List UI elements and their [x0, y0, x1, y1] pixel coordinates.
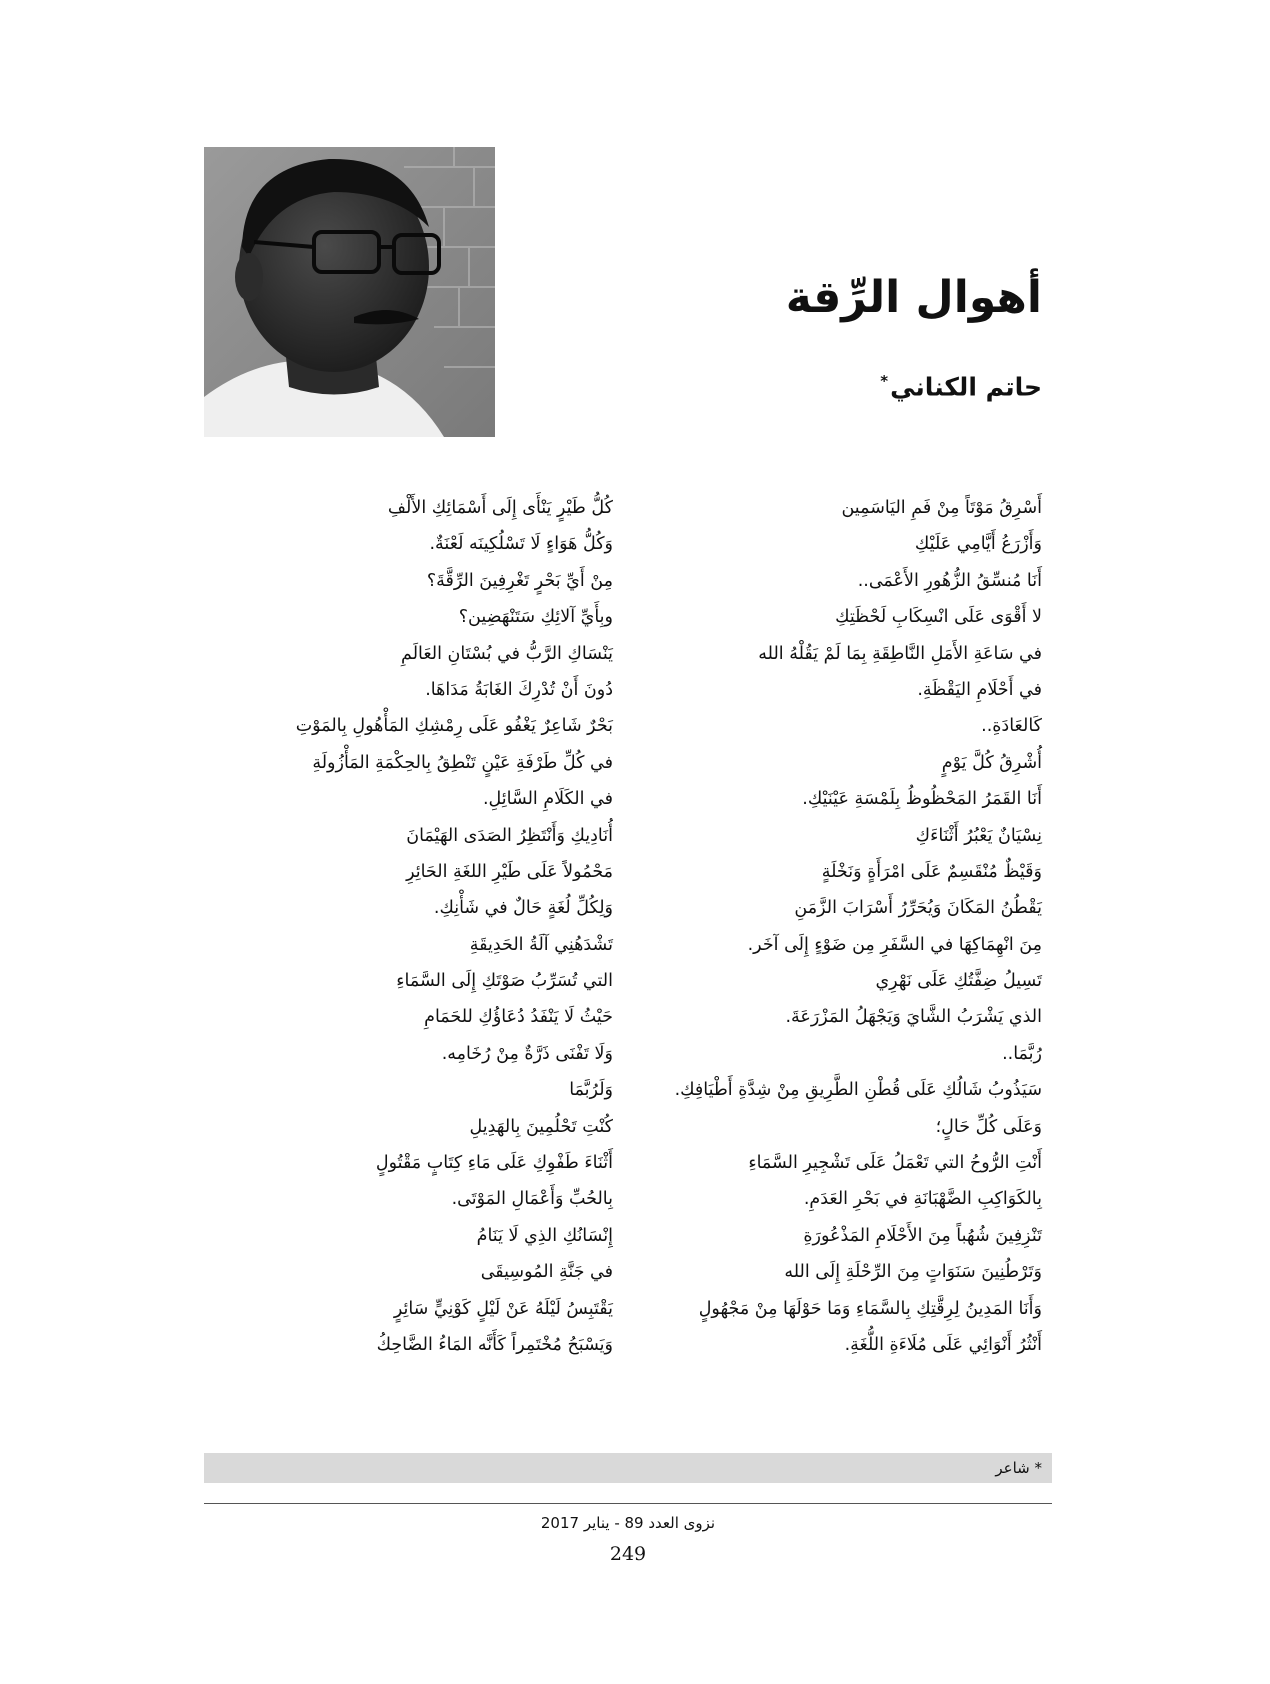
poem-line: وَلِكُلِّ لُغَةٍ حَالٌ في شَأْنِكِ. — [433, 898, 613, 919]
poem-line: بَحْرٌ شَاعِرٌ يَغْفُو عَلَى رِمْشِكِ المَأْهُولِ بِالمَوْتِ — [295, 716, 613, 737]
footer-divider — [204, 1503, 1052, 1504]
page-title: أهوال الرِّقة — [785, 272, 1042, 323]
poem-line: أَنْتِ الرُّوحُ التي تَعْمَلُ عَلَى تَشْجِيرِ السَّمَاءِ — [748, 1153, 1042, 1174]
poem-line: بِالحُبِّ وَأَعْمَالِ المَوْتَى. — [451, 1189, 613, 1210]
poem-line: وَقَيْظٌ مُنْقَسِمٌ عَلَى امْرَأَةٍ وَنَخْلَةٍ — [821, 861, 1042, 882]
poem-line: الذي يَشْرَبُ الشَّايَ وَيَجْهَلُ المَزْرَعَةَ. — [785, 1007, 1042, 1028]
poem-line: بِالكَوَاكِبِ الضَّهْبَانَةِ في بَحْرِ العَدَمِ. — [803, 1189, 1042, 1210]
poem-line: في أَحْلَامِ اليَقْظَةِ. — [917, 679, 1042, 700]
poem-line: أُنَادِيكِ وَأَنْتَظِرُ الصَدَى الهَيْمَانَ — [406, 825, 613, 846]
poem-line: في الكَلَامِ السَّائِلِ. — [482, 789, 613, 810]
poem-line: كُلُّ طَيْرٍ يَنْأَى إِلَى أَسْمَائِكِ الأَلْفِ — [387, 498, 613, 518]
poem-line: نِسْيَانٌ يَعْبُرُ أَثْنَاءَكِ — [915, 825, 1042, 846]
poem-line: وَأَزْرَعُ أَيَّامِي عَلَيْكِ — [914, 534, 1042, 555]
poem-line: تَنْزِفِينَ شُهُباً مِنَ الأَحْلَامِ المَذْعُورَةِ — [803, 1225, 1042, 1246]
poem-line: في كُلِّ طَرْفَةِ عَيْنٍ تَنْطِقُ بِالحِكْمَةِ المَأْزُولَةِ — [312, 752, 613, 773]
page-number: 249 — [609, 1543, 647, 1565]
poem-line: مِنَ انْهِمَاكِهَا في السَّفَرِ مِن ضَوْءٍ إِلَى آخَر. — [747, 934, 1042, 955]
poem-line: كَالعَادَةِ.. — [981, 716, 1042, 737]
poem-line: تَشْدَهُنِي آلَةُ الحَدِيقَةِ — [469, 934, 613, 955]
poem-line: أُشْرِقُ كُلَّ يَوْمٍ — [941, 752, 1042, 773]
poem-line: التي تُسَرِّبُ صَوْتَكِ إِلَى السَّمَاءِ — [396, 971, 613, 992]
author-name-line — [542, 363, 1042, 405]
poem-line: يَقْطُنُ المَكَانَ وَيُحَرِّرُ أَسْرَابَ الزَّمَنِ — [794, 898, 1042, 919]
poem-line: أَنَا القَمَرُ المَحْظُوظُ بِلَمْسَةِ عَيْنَيْكِ. — [802, 789, 1042, 810]
poem-line: وَعَلَى كُلِّ حَالٍ؛ — [935, 1116, 1042, 1137]
poem-line: سَيَذُوبُ شَالُكِ عَلَى قُطْنِ الطَّرِيقِ مِنْ شِدَّةِ أَطْيَافِكِ. — [674, 1080, 1042, 1101]
footnote: * شاعر — [204, 1453, 1052, 1483]
poem-line: وبِأَيِّ آلائِكِ سَتَنْهَضِين؟ — [458, 607, 613, 628]
poem-line: يَنْسَاكِ الرَّبُّ في بُسْتَانِ العَالَمِ — [401, 643, 613, 664]
poem-line: أَنَا مُنسِّقُ الزُّهُورِ الأَعْمَى.. — [857, 570, 1042, 591]
poem-line: رُبَّمَا.. — [1002, 1043, 1042, 1064]
poem-line: مَحْمُولاً عَلَى طَيْرِ اللغَةِ الحَائِرِ — [406, 861, 613, 882]
poem-line: مِنْ أَيِّ بَحْرٍ تَغْرِفِينَ الرِّقَّةَ؟ — [426, 570, 613, 591]
poem-line: وَكُلُّ هَوَاءٍ لَا تَسْلُكِينَه لَعْنَةٌ. — [429, 534, 613, 555]
poem-line: وَلَرُبَّمَا — [569, 1080, 613, 1101]
issue-info: نزوى العدد 89 - يناير 2017 — [540, 1514, 716, 1532]
poem-line: في سَاعَةِ الأَمَلِ النَّاطِقَةِ بِمَا لَمْ يَقُلْهُ الله — [758, 643, 1042, 664]
poem-line: أَنْثُرُ أَنْوَائِي عَلَى مُلَاءَةِ اللُّغَةِ. — [844, 1334, 1042, 1355]
poem-line: أَسْرِقُ مَوْتَاً مِنْ فَمِ اليَاسَمِين — [841, 498, 1042, 518]
poem-column-left — [253, 490, 613, 1363]
poem-line: دُونَ أَنْ تُدْرِكَ الغَابَةُ مَدَاهَا. — [425, 679, 613, 700]
poem-line: وَتَرْطُنِينَ سَنَوَاتٍ مِنَ الرِّحْلَةِ إِلَى الله — [784, 1262, 1042, 1283]
poem-line: إِنْسَانُكِ الذِي لَا يَنَامُ — [476, 1225, 613, 1246]
poem-line: كُنْتِ تَحْلُمِينَ بِالهَدِيلِ — [469, 1116, 613, 1137]
poem-line: وَلَا تَفْنَى ذَرَّةٌ مِنْ رُخَامِه. — [441, 1043, 613, 1064]
author-footnote-mark: * — [880, 372, 889, 390]
poem-column-right — [642, 490, 1042, 1363]
poem-line: لا أَقْوَى عَلَى انْسِكَابِ لَحْظَتِكِ — [835, 607, 1042, 628]
poem-line: حَيْثُ لَا يَنْفَدُ دُعَاؤُكِ للحَمَامِ — [424, 1007, 613, 1028]
poem-line: أَثْنَاءَ طَفْوِكِ عَلَى مَاءِ كِتَابٍ مَقْتُولٍ — [375, 1153, 613, 1174]
poem-line: تَسِيلُ ضِفَّتُكِ عَلَى نَهْرِي — [875, 971, 1042, 992]
author-name: حاتم الكناني — [890, 372, 1042, 402]
poem-line: وَأَنَا المَدِينُ لِرِقَّتِكِ بِالسَّمَاءِ وَمَا حَوْلَهَا مِنْ مَجْهُولٍ — [698, 1298, 1042, 1319]
poem-line: وَيَسْبَحُ مُخْتَمِراً كَأَنَّه المَاءُ الضَّاحِكُ — [376, 1334, 613, 1355]
poem-line: في جَنَّةِ المُوسِيقَى — [480, 1262, 613, 1283]
poem-line: يَقْتَبِسُ لَيْلَهُ عَنْ لَيْلٍ كَوْنِيٍّ سَائِرٍ — [393, 1298, 613, 1319]
